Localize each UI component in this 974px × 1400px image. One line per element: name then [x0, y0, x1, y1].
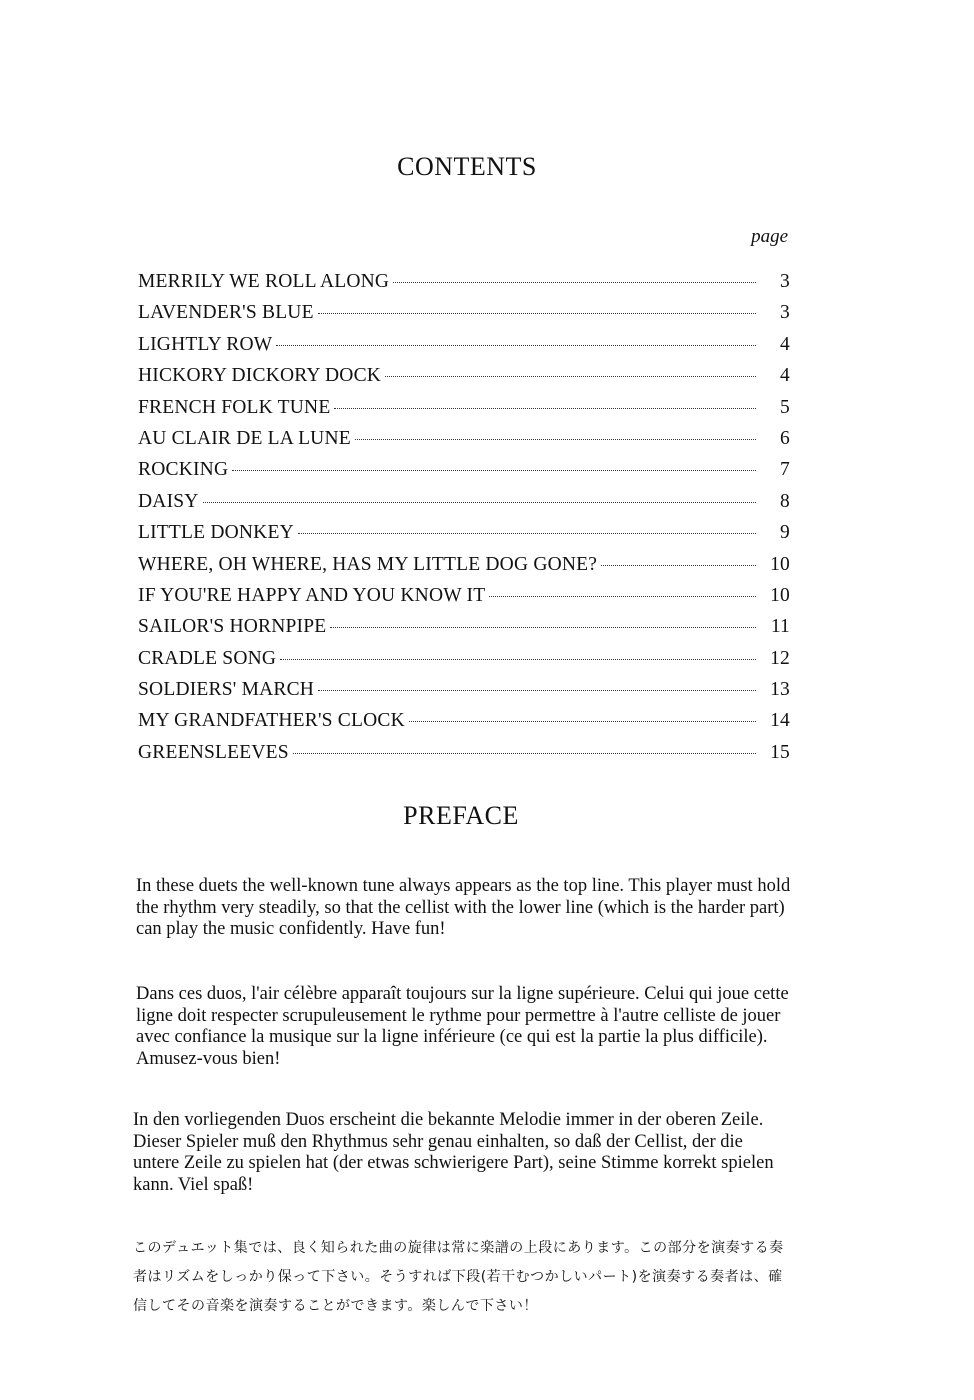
toc-entry-page: 10 — [770, 553, 790, 575]
toc-entry-title: ROCKING — [138, 459, 229, 481]
contents-title: CONTENTS — [397, 152, 537, 181]
toc-entry — [138, 334, 790, 365]
dot-leader — [298, 533, 756, 534]
toc-entry-page: 11 — [770, 616, 790, 638]
toc-entry — [138, 554, 790, 585]
toc-entry-page: 4 — [780, 333, 790, 355]
toc-entry-title: MY GRANDFATHER'S CLOCK — [138, 710, 405, 732]
dot-leader — [393, 282, 756, 283]
toc-entry-page: 3 — [780, 271, 790, 292]
toc-entry-page: 12 — [770, 647, 790, 669]
dot-leader — [318, 313, 756, 314]
toc-entry-page: 5 — [780, 396, 790, 418]
toc-entry-title: LITTLE DONKEY — [138, 522, 294, 544]
dot-leader — [280, 659, 756, 660]
toc-entry — [138, 271, 790, 302]
dot-leader — [489, 596, 756, 597]
dot-leader — [318, 690, 756, 691]
toc-entry-page: 15 — [770, 741, 790, 763]
dot-leader — [334, 408, 756, 409]
preface-japanese: このデュエット集では、良く知られた曲の旋律は常に楽譜の上段にあります。この部分を演奏する奏者はリズムをしっかり保って下さい。そうすれば下段(若干むつかしいパート)を演奏する奏者は、確信してその音楽を演奏することができます。楽しんで下さい！ — [133, 1240, 784, 1314]
toc-entry — [138, 585, 790, 616]
preface-title: PREFACE — [403, 801, 519, 830]
dot-leader — [203, 502, 756, 503]
toc-entry-page: 13 — [770, 679, 790, 701]
toc-entry — [138, 742, 790, 773]
toc-entry — [138, 616, 790, 647]
toc-entry-title: DAISY — [138, 490, 199, 512]
toc-entry-title: LIGHTLY ROW — [138, 333, 273, 355]
toc-entry — [138, 397, 790, 428]
table-of-contents — [138, 271, 790, 773]
toc-entry — [138, 491, 790, 522]
dot-leader — [409, 721, 756, 722]
dot-leader — [232, 470, 756, 471]
toc-entry-page: 8 — [780, 490, 790, 512]
toc-entry — [138, 428, 790, 459]
preface-french: Dans ces duos, l'air célèbre apparaît toujours sur la ligne supérieure. Celui qui joue cette ligne doit respecter scrupuleusement le rythme pour permettre à l'autre celliste de jouer avec confiance la musique sur la ligne inférieure (ce qui est la partie la plus difficile). Amusez-vous bien! — [136, 984, 789, 1069]
toc-entry-page: 9 — [780, 522, 790, 544]
toc-entry-title: GREENSLEEVES — [138, 741, 289, 763]
toc-entry-title: MERRILY WE ROLL ALONG — [138, 271, 390, 292]
preface-german: In den vorliegenden Duos erscheint die bekannte Melodie immer in der oberen Zeile. Dieser Spieler muß den Rhythmus sehr genau einhalten, so daß der Cellist, der die untere Zeile zu spielen hat (der etwas schwierigere Part), seine Stimme korrekt spielen kann. Viel spaß! — [133, 1110, 774, 1195]
toc-entry — [138, 522, 790, 553]
toc-entry-page: 3 — [780, 302, 790, 324]
toc-entry-title: CRADLE SONG — [138, 647, 277, 669]
toc-entry — [138, 679, 790, 710]
toc-entry — [138, 302, 790, 333]
toc-entry-title: AU CLAIR DE LA LUNE — [138, 427, 351, 449]
toc-entry-page: 6 — [780, 427, 790, 449]
toc-entry-page: 10 — [770, 584, 790, 606]
toc-entry — [138, 710, 790, 741]
toc-entry-page: 14 — [770, 710, 790, 732]
dot-leader — [385, 376, 756, 377]
toc-entry-page: 7 — [780, 459, 790, 481]
dot-leader — [293, 753, 756, 754]
toc-entry-page: 4 — [780, 365, 790, 387]
toc-entry-title: HICKORY DICKORY DOCK — [138, 365, 382, 387]
toc-entry-title: WHERE, OH WHERE, HAS MY LITTLE DOG GONE? — [138, 553, 598, 575]
dot-leader — [276, 345, 756, 346]
toc-entry — [138, 459, 790, 490]
toc-entry-title: FRENCH FOLK TUNE — [138, 396, 331, 418]
dot-leader — [355, 439, 756, 440]
toc-entry-title: IF YOU'RE HAPPY AND YOU KNOW IT — [138, 584, 486, 606]
preface-english: In these duets the well-known tune always appears as the top line. This player must hold the rhythm very steadily, so that the cellist with the lower line (which is the harder part) can play the music confidently. Have fun! — [136, 876, 791, 939]
toc-entry-title: LAVENDER'S BLUE — [138, 302, 314, 324]
dot-leader — [601, 565, 756, 566]
toc-entry — [138, 648, 790, 679]
dot-leader — [330, 627, 756, 628]
page-column-label: page — [751, 226, 788, 247]
toc-entry-title: SOLDIERS' MARCH — [138, 679, 315, 701]
toc-entry — [138, 365, 790, 396]
toc-entry-title: SAILOR'S HORNPIPE — [138, 616, 327, 638]
